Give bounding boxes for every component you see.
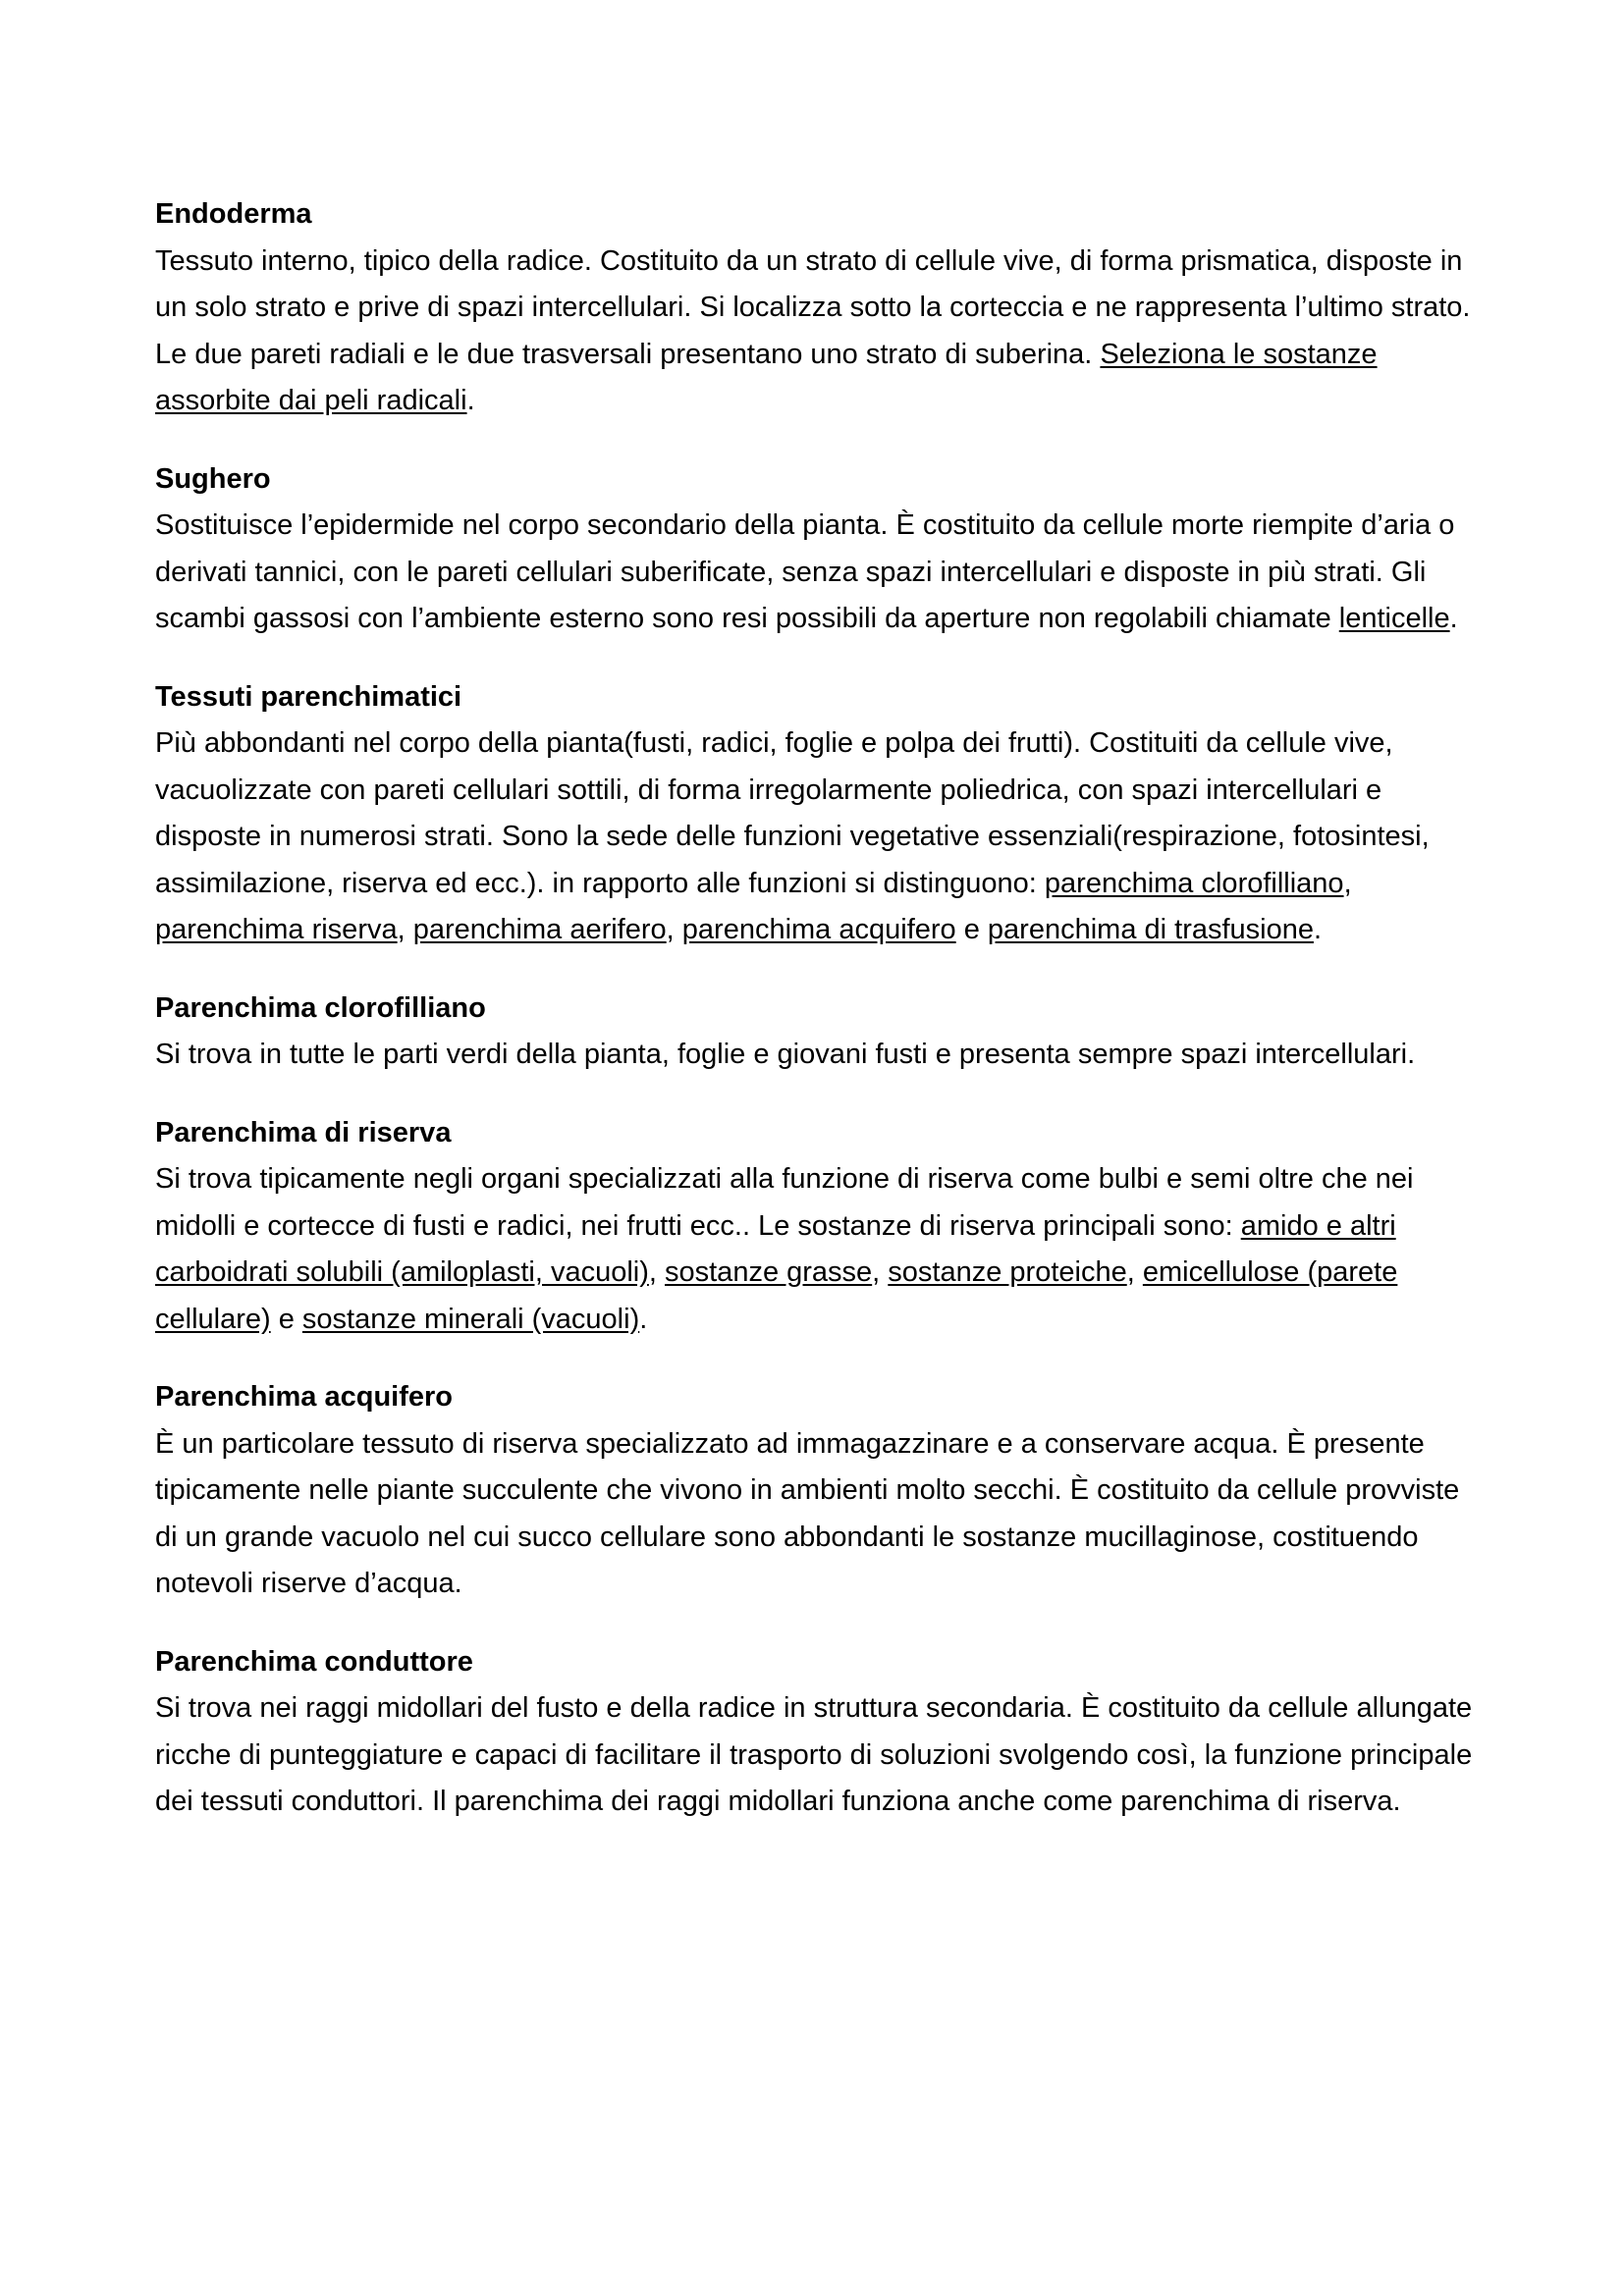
underlined-term: sostanze grasse (665, 1256, 873, 1288)
section-parenchima-acquifero (155, 1374, 1477, 1608)
underlined-term: lenticelle (1338, 603, 1450, 634)
text-run: , (872, 1256, 889, 1288)
section-parenchima-clorofilliano (155, 986, 1477, 1079)
section-paragraph (155, 1156, 1477, 1343)
text-run: , (1343, 867, 1352, 899)
text-run: Si trova tipicamente negli organi specializzati alla funzione di riserva come bulbi e semi oltre che nei midolli e cortecce di fusti e radici, nei frutti ecc.. Le sostanze di riserva principali sono: (155, 1163, 1414, 1242)
text-run: , (397, 914, 413, 945)
section-endoderma (155, 191, 1477, 425)
text-run: e (270, 1303, 302, 1335)
underlined-term: amido e altri carboidrati solubili (amiloplasti, vacuoli) (155, 1209, 1396, 1288)
section-paragraph (155, 239, 1477, 425)
text-run: . (466, 385, 475, 416)
underlined-term: emicellulose (parete cellulare) (155, 1256, 1398, 1335)
text-run: Più abbondanti nel corpo della pianta(fusti, radici, foglie e polpa dei frutti). Costituiti da cellule vive, vacuolizzate con pareti cellulari sottili, di forma irregolarmente poliedrica, con spazi intercellulari e disposte in numerosi strati. Sono la sede delle funzioni vegetative essenziali(respirazione, fotosintesi, assimilazione, riserva ed ecc.). in rapporto alle funzioni si distinguono: (155, 727, 1430, 899)
text-run: Tessuto interno, tipico della radice. Costituito da un strato di cellule vive, di forma prismatica, disposte in un solo strato e prive di spazi intercellulari. Si localizza sotto la corteccia e ne rappresenta l’ultimo strato. Le due pareti radiali e le due trasversali presentano uno strato di suberina. (155, 244, 1471, 370)
text-run: Sostituisce l’epidermide nel corpo secondario della pianta. È costituito da cellule morte riempite d’aria o derivati tannici, con le pareti cellulari suberificate, senza spazi intercellulari e disposte in più strati. Gli scambi gassosi con l’ambiente esterno sono resi possibili da aperture non regolabili chiamate (155, 509, 1455, 634)
section-heading: Endoderma (155, 198, 312, 230)
text-run: Si trova in tutte le parti verdi della pianta, foglie e giovani fusti e presenta sempre spazi intercellulari. (155, 1039, 1416, 1070)
underlined-term: parenchima aerifero (412, 914, 667, 945)
underlined-term: parenchima clorofilliano (1044, 867, 1344, 899)
section-paragraph (155, 1421, 1477, 1608)
underlined-term: parenchima acquifero (681, 914, 956, 945)
section-heading: Parenchima acquifero (155, 1381, 453, 1413)
section-heading: Sughero (155, 462, 271, 495)
underlined-term: sostanze minerali (vacuoli) (301, 1303, 640, 1335)
section-heading: Parenchima di riserva (155, 1116, 452, 1148)
text-run: È un particolare tessuto di riserva specializzato ad immagazzinare e a conservare acqua. È presente tipicamente nelle piante succulente che vivono in ambienti molto secchi. È costituito da cellule provviste di un grande vacuolo nel cui succo cellulare sono abbondanti le sostanze mucillaginose, costituendo notevoli riserve d’acqua. (155, 1427, 1460, 1599)
section-heading: Tessuti parenchimatici (155, 680, 462, 713)
underlined-term: Seleziona le sostanze assorbite dai peli radicali (155, 338, 1378, 416)
section-sughero (155, 456, 1477, 643)
section-heading: Parenchima clorofilliano (155, 991, 486, 1024)
text-run: Si trova nei raggi midollari del fusto e della radice in struttura secondaria. È costituito da cellule allungate ricche di punteggiature e capaci di facilitare il trasporto di soluzioni svolgendo così, la funzione principale dei tessuti conduttori. Il parenchima dei raggi midollari funziona anche come parenchima di riserva. (155, 1692, 1473, 1817)
section-parenchima-conduttore (155, 1639, 1477, 1826)
section-parenchima-di-riserva (155, 1110, 1477, 1344)
section-paragraph (155, 721, 1477, 954)
text-run: , (648, 1256, 665, 1288)
text-run: , (666, 914, 682, 945)
text-run: . (639, 1303, 648, 1335)
section-heading: Parenchima conduttore (155, 1645, 473, 1678)
text-run: . (1449, 603, 1458, 634)
text-run: e (955, 914, 988, 945)
text-run: , (1126, 1256, 1143, 1288)
section-tessuti-parenchimatici (155, 674, 1477, 954)
section-paragraph (155, 503, 1477, 643)
underlined-term: parenchima di trasfusione (987, 914, 1314, 945)
section-paragraph (155, 1685, 1477, 1826)
underlined-term: sostanze proteiche (888, 1256, 1127, 1288)
section-paragraph (155, 1032, 1477, 1079)
underlined-term: parenchima riserva (155, 914, 398, 945)
text-run: . (1314, 914, 1323, 945)
